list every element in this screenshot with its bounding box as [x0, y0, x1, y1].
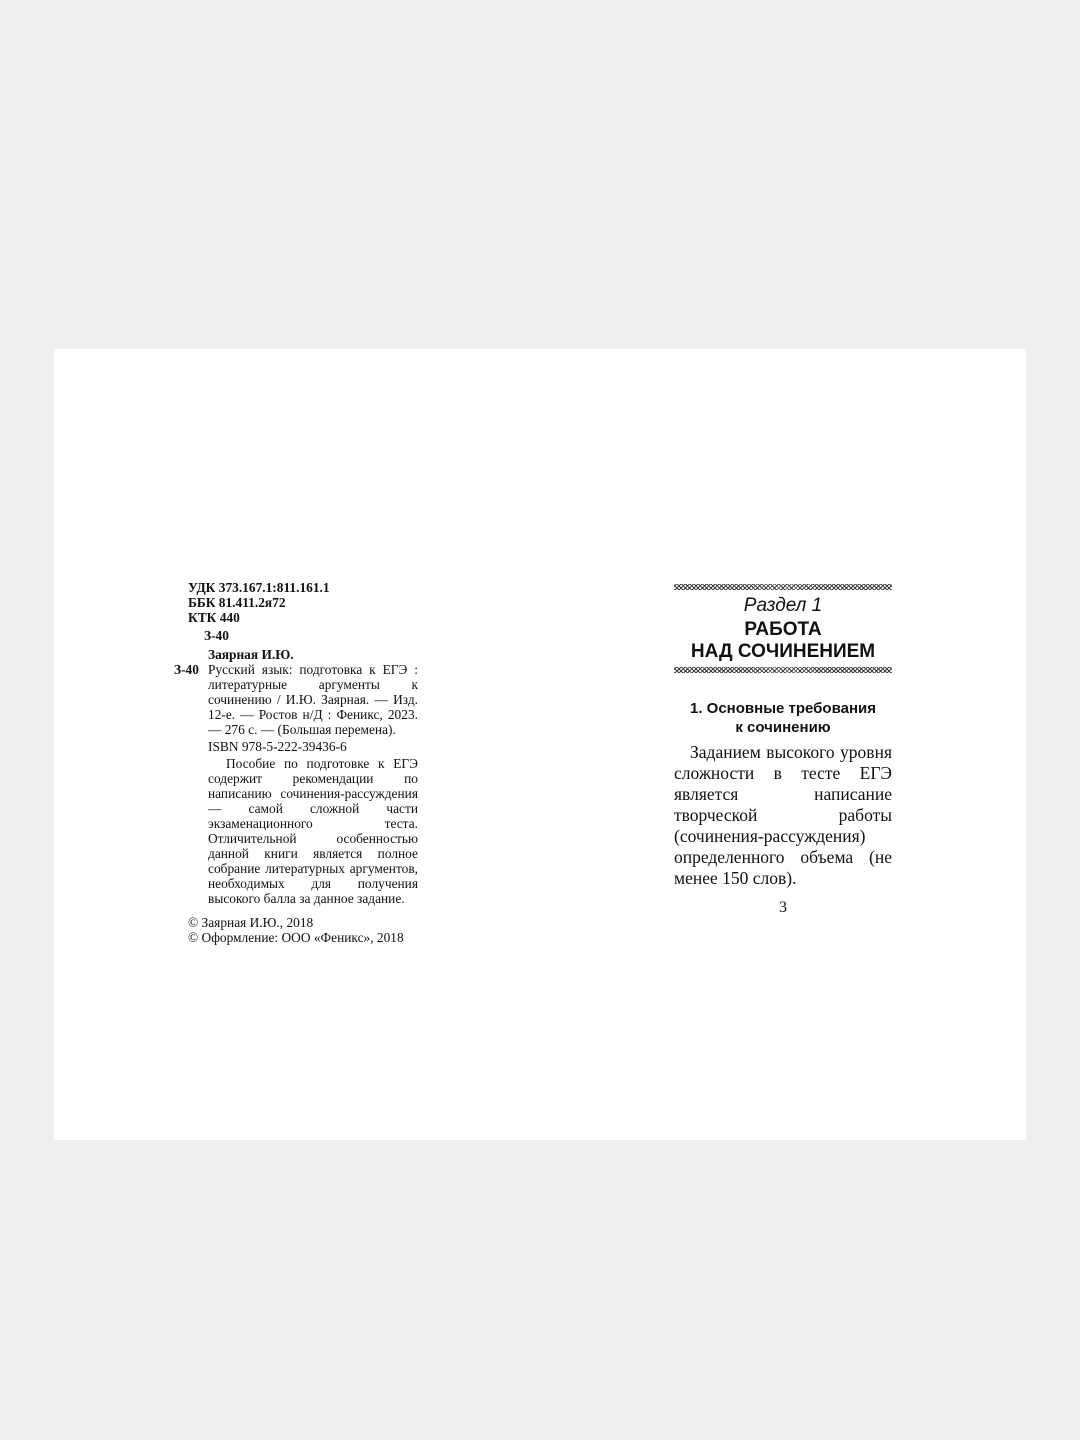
section-title-line1: РАБОТА: [744, 619, 822, 640]
decorative-rule-bottom: [674, 667, 892, 673]
subsection-title-line2: к сочинению: [735, 719, 831, 736]
subsection-title-line1: 1. Основные требования: [690, 700, 876, 717]
section-label: Раздел 1: [743, 595, 823, 616]
section-title-line2: НАД СОЧИНЕНИЕМ: [690, 641, 876, 662]
bibliographic-description: Русский язык: подготовка к ЕГЭ : литературные аргументы к сочинению / И.Ю. Заярная. — Изд. 12-е. — Ростов н/Д : Феникс, 2023. — 276 с. — (Большая перемена).: [208, 662, 418, 737]
udk-code: УДК 373.167.1:811.161.1: [188, 580, 330, 595]
bbk-code: ББК 81.411.2я72: [188, 595, 286, 610]
subsection-title: [674, 699, 892, 737]
imprint-block: [174, 580, 418, 945]
right-page: [540, 349, 1026, 1140]
section-title: [674, 619, 892, 663]
biblio-code: З-40: [174, 662, 199, 677]
decorative-rule-top: [674, 584, 892, 590]
left-page: [54, 349, 540, 1140]
bibliographic-record: [174, 647, 418, 906]
page-number: 3: [779, 899, 787, 916]
annotation: Пособие по подготовке к ЕГЭ содержит рекомендации по написанию сочинения-рассуждения — самой сложной части экзаменационного теста. Отличительной особенностью данной книги является полное собрание литературных аргументов, необходимых для получения высокого балла за данное задание.: [208, 756, 418, 906]
body-paragraph: Заданием высокого уровня сложности в тесте ЕГЭ является написание творческой работы (сочинения-рассуждения) определенного объема (не менее 150 слов).: [674, 742, 892, 888]
copyright-design: © Оформление: ООО «Феникс», 2018: [188, 930, 404, 945]
copyright-author: © Заярная И.Ю., 2018: [188, 915, 314, 930]
author-name: Заярная И.Ю.: [208, 647, 294, 662]
book-spread: [54, 349, 1026, 1140]
author-code: З-40: [204, 628, 229, 643]
isbn: ISBN 978-5-222-39436-6: [208, 739, 347, 754]
ktk-code: КТК 440: [188, 610, 240, 625]
